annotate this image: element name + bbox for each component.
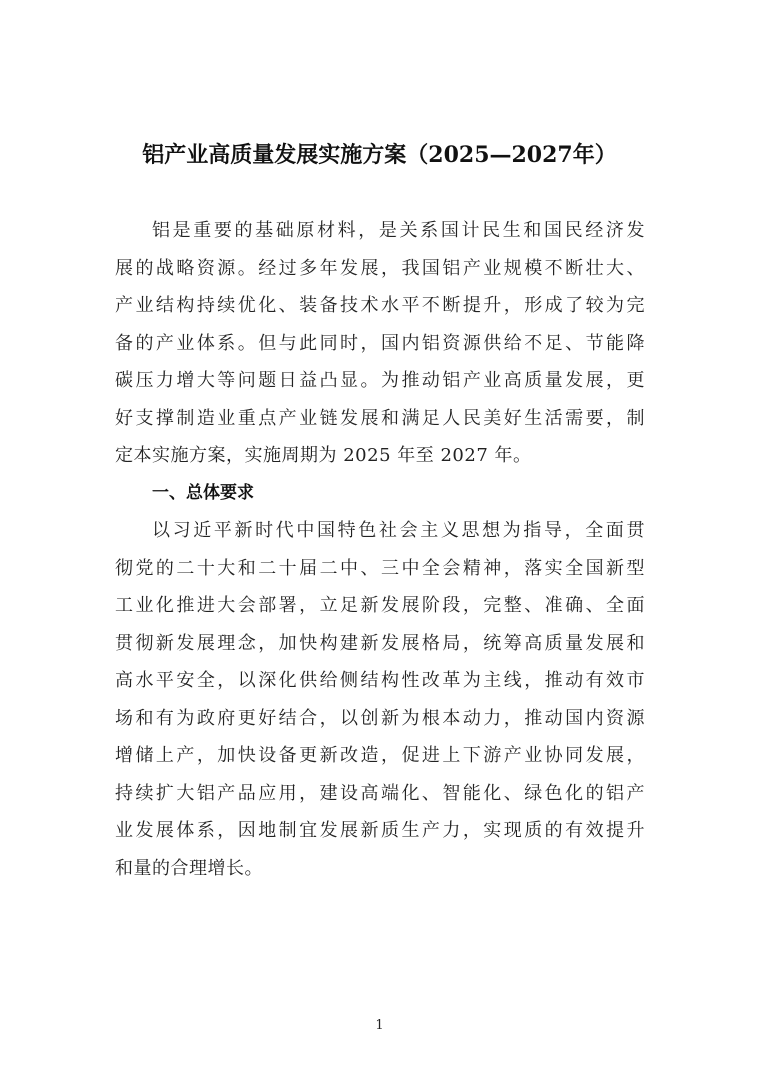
document-title: 铝产业高质量发展实施方案（2025—2027年）: [142, 142, 617, 168]
paragraph-line: 和量的合理增长。: [115, 857, 263, 879]
paragraph-line: 高水平安全，以深化供给侧结构性改革为主线，推动有效市: [115, 670, 645, 691]
paragraph-line: 以习近平新时代中国特色社会主义思想为指导，全面贯: [152, 520, 645, 541]
paragraph-line: 持续扩大铝产品应用，建设高端化、智能化、绿色化的铝产: [115, 782, 645, 804]
paragraph-line: 碳压力增大等问题日益凸显。为推动铝产业高质量发展，更: [115, 370, 645, 391]
document-body: [115, 212, 645, 887]
paragraph-line: 定本实施方案，实施周期为 2025 年至 2027 年。: [115, 445, 532, 466]
paragraph-line: 业发展体系，因地制宜发展新质生产力，实现质的有效提升: [115, 820, 645, 841]
intro-paragraph: [115, 212, 645, 475]
paragraph-line: 彻党的二十大和二十届二中、三中全会精神，落实全国新型: [115, 557, 645, 579]
section-1-paragraph: [115, 512, 645, 887]
paragraph-line: 好支撑制造业重点产业链发展和满足人民美好生活需要，制: [115, 407, 645, 429]
section-heading: 一、总体要求: [152, 482, 254, 503]
paragraph-line: 增储上产，加快设备更新改造，促进上下游产业协同发展，: [115, 745, 645, 766]
paragraph-line: 展的战略资源。经过多年发展，我国铝产业规模不断壮大、: [115, 257, 645, 279]
paragraph-line: 场和有为政府更好结合，以创新为根本动力，推动国内资源: [115, 707, 645, 729]
paragraph-line: 铝是重要的基础原材料，是关系国计民生和国民经济发: [152, 220, 645, 241]
paragraph-line: 贯彻新发展理念，加快构建新发展格局，统筹高质量发展和: [115, 632, 645, 654]
paragraph-line: 备的产业体系。但与此同时，国内铝资源供给不足、节能降: [115, 332, 645, 354]
paragraph-line: 产业结构持续优化、装备技术水平不断提升，形成了较为完: [115, 295, 645, 316]
page-number: 1: [375, 1018, 384, 1033]
paragraph-line: 工业化推进大会部署，立足新发展阶段，完整、准确、全面: [115, 595, 645, 616]
